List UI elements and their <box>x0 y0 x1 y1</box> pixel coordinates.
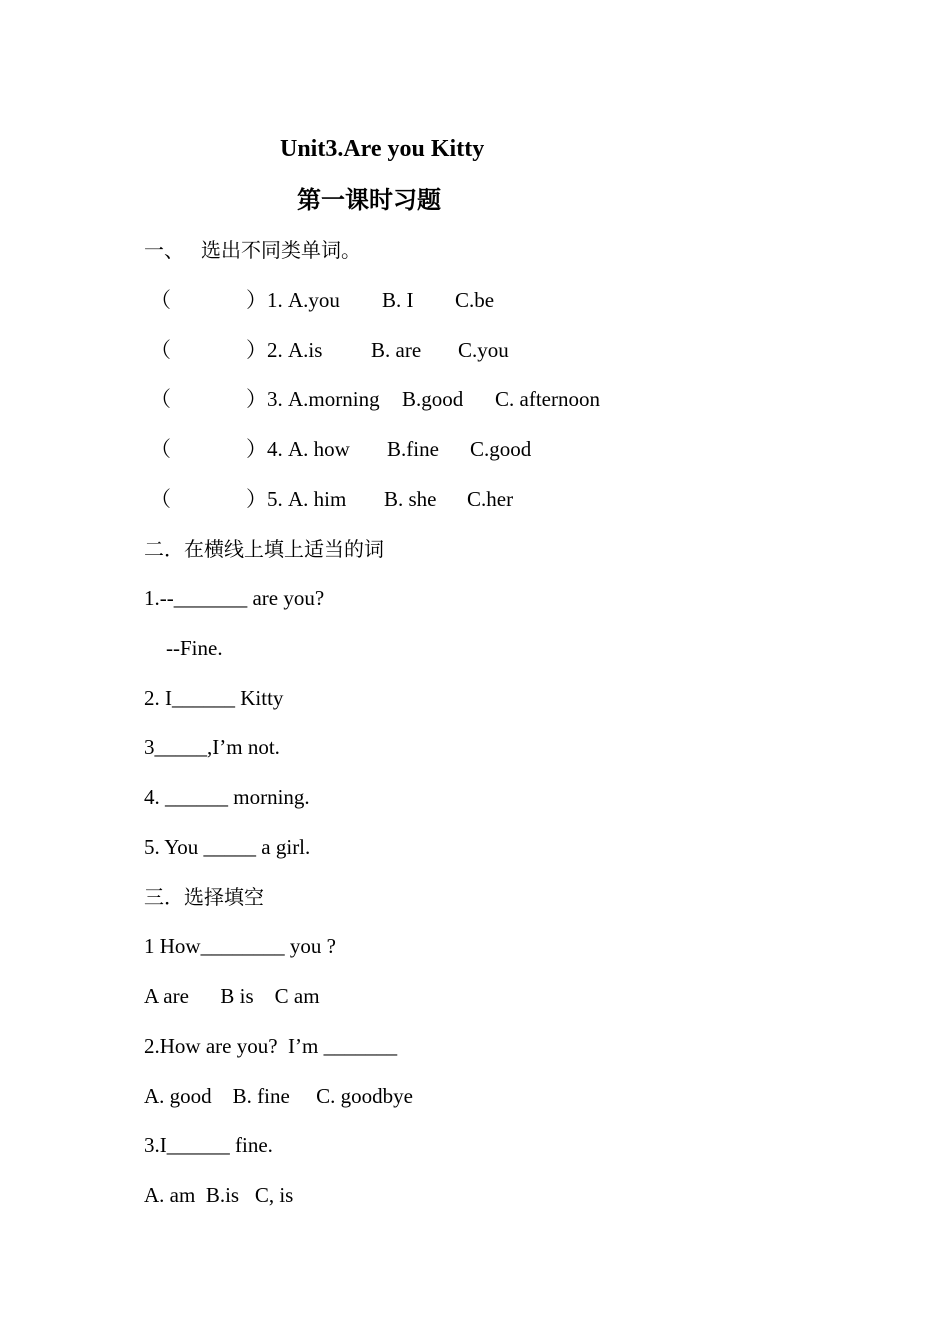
option-c: C. afternoon <box>495 387 600 411</box>
fill-line: 3_____,I’m not. <box>144 735 280 759</box>
choice-question: 2.How are you? I’m _______ <box>144 1034 398 1058</box>
answer-paren-close: ） <box>246 387 267 411</box>
fill-line: 5. You _____ a girl. <box>144 835 311 859</box>
option-c: C.her <box>467 487 514 511</box>
choice-options: A. good B. fine C. goodbye <box>144 1084 413 1108</box>
answer-paren-close: ） <box>246 338 267 362</box>
question-number: 1. <box>267 288 283 312</box>
worksheet-subtitle: 第一课时习题 <box>297 186 441 214</box>
answer-paren-open: （ <box>150 437 171 461</box>
option-b: B. she <box>384 487 437 511</box>
option-a: A. him <box>288 487 347 511</box>
option-c: C.good <box>470 437 532 461</box>
option-a: A.you <box>288 288 340 312</box>
answer-paren-close: ） <box>246 487 267 511</box>
option-a: A. how <box>288 437 350 461</box>
fill-line: --Fine. <box>166 636 223 660</box>
section1-heading: 选出不同类单词。 <box>201 238 361 262</box>
choice-options: A. am B.is C, is <box>144 1183 294 1207</box>
section2-heading: 二．在横线上填上适当的词 <box>144 537 384 561</box>
answer-paren-close: ） <box>246 437 267 461</box>
option-b: B.fine <box>387 437 439 461</box>
question-number: 2. <box>267 338 283 362</box>
option-b: B. are <box>371 338 422 362</box>
option-c: C.be <box>455 288 495 312</box>
option-b: B.good <box>402 387 464 411</box>
section1-heading-num: 一、 <box>144 238 184 262</box>
answer-paren-open: （ <box>150 487 171 511</box>
fill-line: 2. I______ Kitty <box>144 686 284 710</box>
question-number: 4. <box>267 437 283 461</box>
answer-paren-close: ） <box>246 288 267 312</box>
choice-options: A are B is C am <box>144 984 320 1008</box>
fill-line: 4. ______ morning. <box>144 785 310 809</box>
question-number: 3. <box>267 387 283 411</box>
answer-paren-open: （ <box>150 288 171 312</box>
answer-paren-open: （ <box>150 338 171 362</box>
fill-line: 1.--_______ are you? <box>144 586 325 610</box>
choice-question: 1 How________ you ? <box>144 934 336 958</box>
worksheet-title: Unit3.Are you Kitty <box>280 136 485 162</box>
option-a: A.is <box>288 338 323 362</box>
question-number: 5. <box>267 487 283 511</box>
answer-paren-open: （ <box>150 387 171 411</box>
option-b: B. I <box>382 288 414 312</box>
option-c: C.you <box>458 338 509 362</box>
section3-heading: 三．选择填空 <box>144 885 264 909</box>
option-a: A.morning <box>288 387 380 411</box>
choice-question: 3.I______ fine. <box>144 1133 273 1157</box>
